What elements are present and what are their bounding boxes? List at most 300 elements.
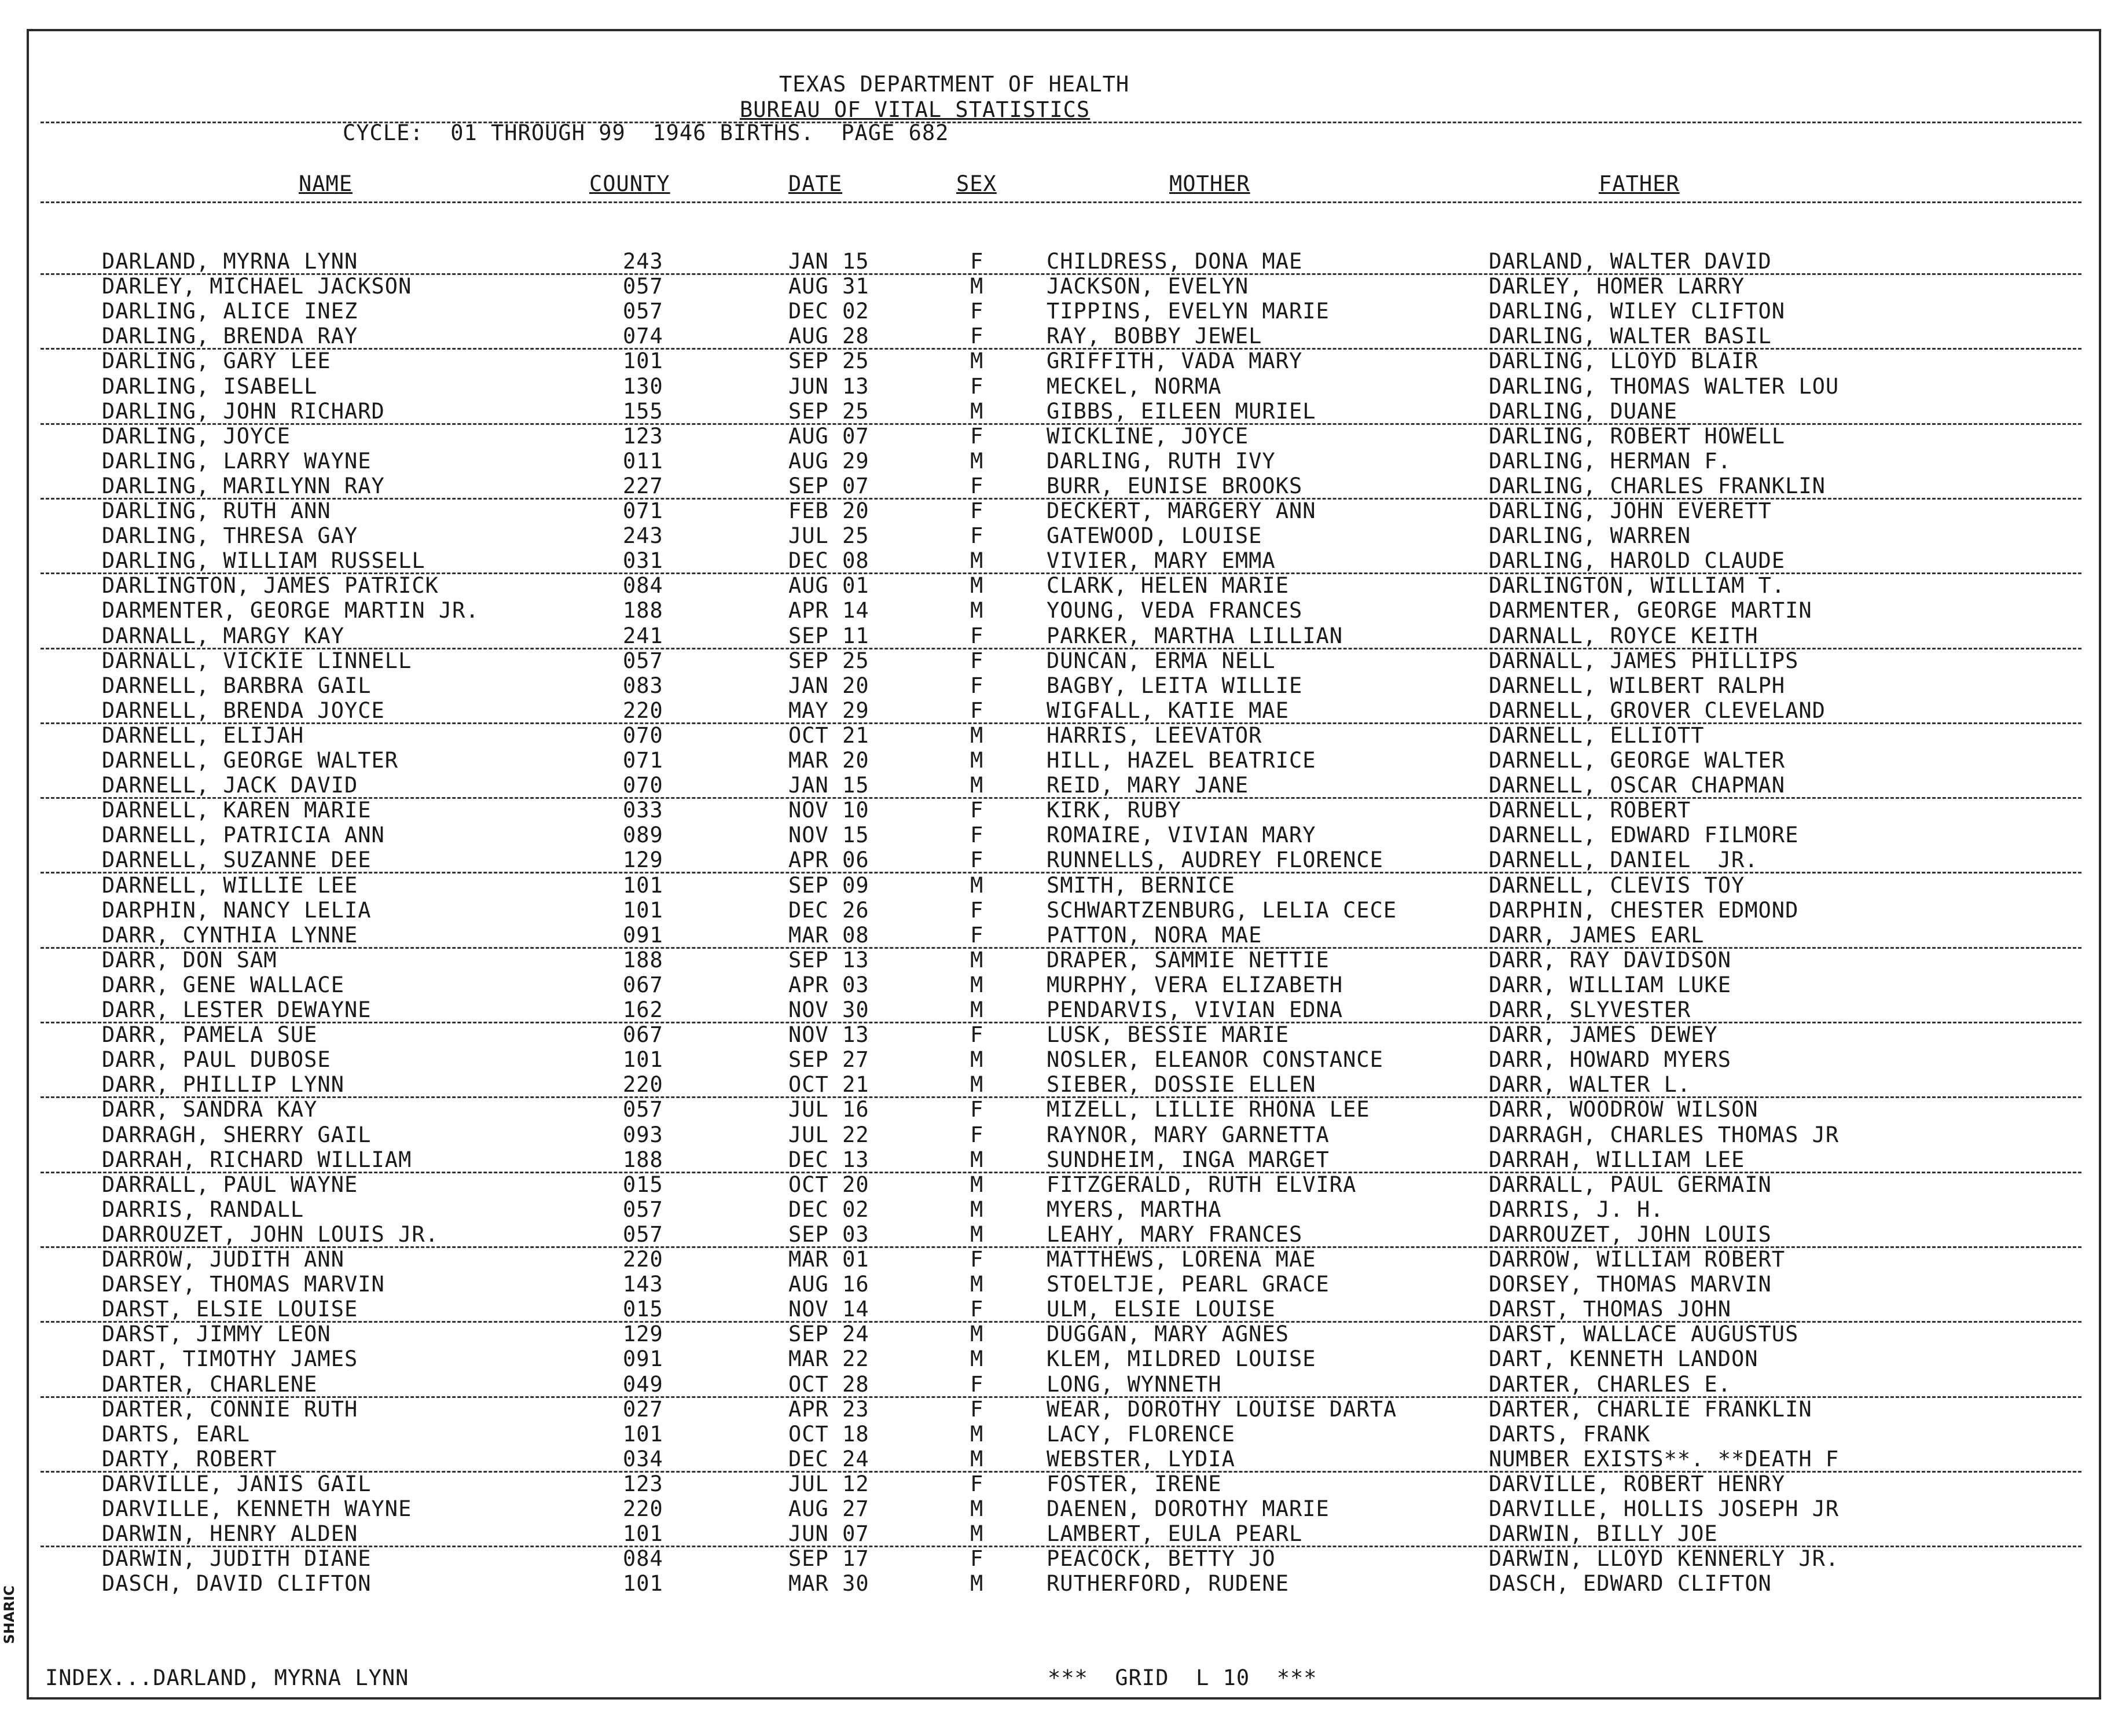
cell-mother: MYERS, MARTHA: [1047, 1197, 1222, 1222]
cell-date: SEP 25: [788, 648, 869, 673]
cell-date: MAR 22: [788, 1346, 869, 1371]
cell-sex: F: [970, 1471, 984, 1496]
cell-mother: MIZELL, LILLIE RHONA LEE: [1047, 1097, 1370, 1122]
cell-father: DARLING, ROBERT HOWELL: [1489, 424, 1786, 449]
cell-mother: REID, MARY JANE: [1047, 773, 1249, 798]
cell-mother: RAYNOR, MARY GARNETTA: [1047, 1122, 1330, 1147]
cell-date: SEP 25: [788, 348, 869, 373]
cell-date: MAR 30: [788, 1571, 869, 1596]
cell-father: DARRALL, PAUL GERMAIN: [1489, 1172, 1772, 1197]
cell-name: DARNALL, VICKIE LINNELL: [102, 648, 412, 673]
cell-father: DARST, THOMAS JOHN: [1489, 1297, 1731, 1322]
cell-father: DARVILLE, ROBERT HENRY: [1489, 1471, 1786, 1496]
cell-mother: BAGBY, LEITA WILLIE: [1047, 673, 1303, 698]
cell-father: DARR, WOODROW WILSON: [1489, 1097, 1758, 1122]
cell-date: JUL 22: [788, 1122, 869, 1147]
cell-sex: M: [970, 1072, 984, 1097]
cell-date: SEP 24: [788, 1322, 869, 1346]
cell-sex: M: [970, 1346, 984, 1371]
cell-mother: SMITH, BERNICE: [1047, 873, 1235, 898]
cell-date: MAR 08: [788, 923, 869, 948]
cell-father: DARNELL, GROVER CLEVELAND: [1489, 698, 1826, 723]
cell-county: 057: [623, 1097, 663, 1122]
cell-mother: NOSLER, ELEANOR CONSTANCE: [1047, 1047, 1383, 1072]
cell-date: NOV 10: [788, 798, 869, 823]
cell-date: NOV 15: [788, 823, 869, 847]
cell-county: 188: [623, 1147, 663, 1172]
cell-name: DARNELL, KAREN MARIE: [102, 798, 372, 823]
table-row: [0, 723, 2122, 748]
cell-county: 089: [623, 823, 663, 847]
cell-county: 123: [623, 1471, 663, 1496]
table-row: [0, 923, 2122, 948]
cell-father: DARNELL, WILBERT RALPH: [1489, 673, 1786, 698]
cell-date: SEP 09: [788, 873, 869, 898]
cell-name: DARNELL, PATRICIA ANN: [102, 823, 385, 847]
table-row: [0, 374, 2122, 399]
cell-mother: RUNNELLS, AUDREY FLORENCE: [1047, 847, 1383, 872]
cell-county: 031: [623, 548, 663, 573]
cell-sex: F: [970, 374, 984, 399]
cell-father: DARNELL, ROBERT: [1489, 798, 1691, 823]
cell-date: OCT 21: [788, 723, 869, 748]
cell-date: APR 23: [788, 1397, 869, 1422]
cell-county: 011: [623, 449, 663, 474]
cell-sex: M: [970, 548, 984, 573]
cell-county: 074: [623, 324, 663, 348]
cell-date: OCT 28: [788, 1372, 869, 1397]
cell-mother: LEAHY, MARY FRANCES: [1047, 1222, 1303, 1247]
table-row: [0, 1372, 2122, 1397]
cell-sex: F: [970, 823, 984, 847]
cell-sex: F: [970, 1122, 984, 1147]
cell-name: DARST, ELSIE LOUISE: [102, 1297, 358, 1322]
cell-mother: STOELTJE, PEARL GRACE: [1047, 1272, 1330, 1297]
cell-mother: JACKSON, EVELYN: [1047, 274, 1249, 299]
cell-name: DARROW, JUDITH ANN: [102, 1247, 344, 1272]
table-row: [0, 972, 2122, 997]
cell-father: DARR, WALTER L.: [1489, 1072, 1691, 1097]
cell-name: DARNELL, BARBRA GAIL: [102, 673, 372, 698]
table-row: [0, 249, 2122, 274]
table-row: [0, 1297, 2122, 1322]
cell-county: 071: [623, 498, 663, 523]
cell-mother: SUNDHEIM, INGA MARGET: [1047, 1147, 1330, 1172]
cell-county: 155: [623, 399, 663, 424]
cell-father: DARWIN, LLOYD KENNERLY JR.: [1489, 1546, 1840, 1571]
cell-father: DARST, WALLACE AUGUSTUS: [1489, 1322, 1799, 1346]
cell-name: DARST, JIMMY LEON: [102, 1322, 331, 1346]
cell-mother: FOSTER, IRENE: [1047, 1471, 1222, 1496]
footer-grid: *** GRID L 10 ***: [1048, 1665, 1317, 1690]
cell-mother: GRIFFITH, VADA MARY: [1047, 348, 1303, 373]
cell-sex: M: [970, 1322, 984, 1346]
table-row: [0, 1521, 2122, 1546]
cell-date: DEC 13: [788, 1147, 869, 1172]
cell-father: DARR, SLYVESTER: [1489, 997, 1691, 1022]
cell-county: 070: [623, 723, 663, 748]
cell-father: DARPHIN, CHESTER EDMOND: [1489, 898, 1799, 923]
table-row: [0, 1097, 2122, 1122]
cell-date: DEC 08: [788, 548, 869, 573]
col-header-county: COUNTY: [589, 171, 670, 196]
cell-date: DEC 02: [788, 299, 869, 324]
cell-name: DARTS, EARL: [102, 1422, 251, 1447]
cell-name: DARLING, RUTH ANN: [102, 498, 331, 523]
cell-sex: F: [970, 1022, 984, 1047]
cell-father: DARNELL, GEORGE WALTER: [1489, 748, 1786, 773]
cell-name: DARLING, ALICE INEZ: [102, 299, 358, 324]
table-row: [0, 573, 2122, 598]
table-row: [0, 598, 2122, 623]
table-row: [0, 1546, 2122, 1571]
table-row: [0, 1272, 2122, 1297]
cell-mother: DUGGAN, MARY AGNES: [1047, 1322, 1289, 1346]
cell-father: DARWIN, BILLY JOE: [1489, 1521, 1718, 1546]
cell-sex: F: [970, 673, 984, 698]
cell-date: AUG 31: [788, 274, 869, 299]
cell-mother: VIVIER, MARY EMMA: [1047, 548, 1276, 573]
cell-name: DARLING, JOHN RICHARD: [102, 399, 385, 424]
cell-father: DARLING, DUANE: [1489, 399, 1677, 424]
cell-name: DARNELL, ELIJAH: [102, 723, 304, 748]
cell-mother: WEAR, DOROTHY LOUISE DARTA: [1047, 1397, 1397, 1422]
cell-county: 067: [623, 972, 663, 997]
cell-sex: M: [970, 1272, 984, 1297]
cell-county: 049: [623, 1372, 663, 1397]
cell-county: 070: [623, 773, 663, 798]
table-row: [0, 1147, 2122, 1172]
cell-date: NOV 14: [788, 1297, 869, 1322]
cell-sex: F: [970, 847, 984, 872]
cell-mother: FITZGERALD, RUTH ELVIRA: [1047, 1172, 1357, 1197]
cell-name: DARLING, LARRY WAYNE: [102, 449, 372, 474]
cell-mother: CLARK, HELEN MARIE: [1047, 573, 1289, 598]
cell-name: DARLING, THRESA GAY: [102, 523, 358, 548]
table-row: [0, 1322, 2122, 1346]
cell-sex: M: [970, 1521, 984, 1546]
cell-name: DARMENTER, GEORGE MARTIN JR.: [102, 598, 479, 623]
cell-county: 083: [623, 673, 663, 698]
cell-date: SEP 11: [788, 623, 869, 648]
cell-name: DARTER, CONNIE RUTH: [102, 1397, 358, 1422]
cell-date: AUG 16: [788, 1272, 869, 1297]
cell-father: DARRAGH, CHARLES THOMAS JR: [1489, 1122, 1840, 1147]
cell-county: 243: [623, 249, 663, 274]
cell-date: MAR 01: [788, 1247, 869, 1272]
col-header-mother: MOTHER: [1169, 171, 1250, 196]
cell-mother: KIRK, RUBY: [1047, 798, 1181, 823]
cell-date: JUL 25: [788, 523, 869, 548]
cell-sex: M: [970, 449, 984, 474]
cell-father: DARTER, CHARLES E.: [1489, 1372, 1731, 1397]
cell-mother: YOUNG, VEDA FRANCES: [1047, 598, 1303, 623]
cell-date: AUG 27: [788, 1496, 869, 1521]
cell-sex: F: [970, 1372, 984, 1397]
cell-sex: F: [970, 523, 984, 548]
cell-sex: M: [970, 997, 984, 1022]
cell-county: 091: [623, 1346, 663, 1371]
cell-mother: DUNCAN, ERMA NELL: [1047, 648, 1276, 673]
table-row: [0, 898, 2122, 923]
cell-sex: M: [970, 1422, 984, 1447]
cell-county: 057: [623, 1197, 663, 1222]
cell-name: DARTER, CHARLENE: [102, 1372, 318, 1397]
cell-sex: M: [970, 1047, 984, 1072]
cell-name: DARWIN, JUDITH DIANE: [102, 1546, 372, 1571]
cell-county: 101: [623, 898, 663, 923]
table-row: [0, 1397, 2122, 1422]
cell-name: DARR, PAUL DUBOSE: [102, 1047, 331, 1072]
table-row: [0, 748, 2122, 773]
cell-county: 101: [623, 1422, 663, 1447]
cell-sex: M: [970, 598, 984, 623]
cell-name: DARLING, JOYCE: [102, 424, 291, 449]
cell-father: DARNELL, CLEVIS TOY: [1489, 873, 1745, 898]
cell-name: DARSEY, THOMAS MARVIN: [102, 1272, 385, 1297]
cell-sex: F: [970, 623, 984, 648]
cell-sex: M: [970, 972, 984, 997]
cell-mother: RUTHERFORD, RUDENE: [1047, 1571, 1289, 1596]
cell-name: DARWIN, HENRY ALDEN: [102, 1521, 358, 1546]
cell-name: DARLEY, MICHAEL JACKSON: [102, 274, 412, 299]
cell-county: 129: [623, 1322, 663, 1346]
cell-county: 188: [623, 598, 663, 623]
cell-father: DARROW, WILLIAM ROBERT: [1489, 1247, 1786, 1272]
table-row: [0, 1571, 2122, 1596]
cell-sex: F: [970, 324, 984, 348]
cell-date: FEB 20: [788, 498, 869, 523]
cell-father: DARTER, CHARLIE FRANKLIN: [1489, 1397, 1812, 1422]
cell-county: 071: [623, 748, 663, 773]
cell-county: 034: [623, 1447, 663, 1471]
cell-name: DARR, PHILLIP LYNN: [102, 1072, 344, 1097]
table-row: [0, 523, 2122, 548]
cell-father: DARRAH, WILLIAM LEE: [1489, 1147, 1745, 1172]
cell-date: SEP 17: [788, 1546, 869, 1571]
cell-county: 220: [623, 1496, 663, 1521]
cell-sex: M: [970, 773, 984, 798]
table-row: [0, 449, 2122, 474]
cell-name: DARNELL, JACK DAVID: [102, 773, 358, 798]
cell-county: 067: [623, 1022, 663, 1047]
cell-father: DARNELL, DANIEL JR.: [1489, 847, 1758, 872]
table-row: [0, 348, 2122, 373]
table-row: [0, 274, 2122, 299]
table-row: [0, 798, 2122, 823]
cell-date: SEP 25: [788, 399, 869, 424]
cell-sex: M: [970, 873, 984, 898]
cell-date: JAN 15: [788, 773, 869, 798]
cell-county: 101: [623, 873, 663, 898]
cell-county: 162: [623, 997, 663, 1022]
cell-father: DARLING, JOHN EVERETT: [1489, 498, 1772, 523]
table-row: [0, 1172, 2122, 1197]
cell-name: DARR, GENE WALLACE: [102, 972, 344, 997]
cell-sex: M: [970, 274, 984, 299]
table-row: [0, 1496, 2122, 1521]
cell-sex: F: [970, 474, 984, 498]
table-row: [0, 698, 2122, 723]
cell-sex: F: [970, 498, 984, 523]
cell-county: 227: [623, 474, 663, 498]
table-row: [0, 948, 2122, 972]
cell-county: 220: [623, 698, 663, 723]
cell-father: DARTS, FRANK: [1489, 1422, 1651, 1447]
cell-mother: PEACOCK, BETTY JO: [1047, 1546, 1276, 1571]
cell-county: 101: [623, 1047, 663, 1072]
cell-sex: F: [970, 798, 984, 823]
cell-county: 123: [623, 424, 663, 449]
cell-name: DARLING, ISABELL: [102, 374, 318, 399]
cell-father: NUMBER EXISTS**. **DEATH F: [1489, 1447, 1840, 1471]
cell-father: DARLEY, HOMER LARRY: [1489, 274, 1745, 299]
cell-county: 091: [623, 923, 663, 948]
cell-father: DARNALL, JAMES PHILLIPS: [1489, 648, 1799, 673]
cell-father: DARLING, THOMAS WALTER LOU: [1489, 374, 1840, 399]
cell-mother: MATTHEWS, LORENA MAE: [1047, 1247, 1316, 1272]
cell-date: JAN 15: [788, 249, 869, 274]
cell-sex: M: [970, 948, 984, 972]
table-row: [0, 548, 2122, 573]
cell-sex: F: [970, 1247, 984, 1272]
table-row: [0, 424, 2122, 449]
cell-date: JUL 12: [788, 1471, 869, 1496]
cell-date: JUL 16: [788, 1097, 869, 1122]
cell-name: DARPHIN, NANCY LELIA: [102, 898, 372, 923]
cell-sex: F: [970, 1546, 984, 1571]
cell-name: DARR, PAMELA SUE: [102, 1022, 318, 1047]
cell-mother: DRAPER, SAMMIE NETTIE: [1047, 948, 1330, 972]
cell-date: AUG 01: [788, 573, 869, 598]
cell-name: DARRAH, RICHARD WILLIAM: [102, 1147, 412, 1172]
cell-name: DARVILLE, KENNETH WAYNE: [102, 1496, 412, 1521]
cell-father: DARROUZET, JOHN LOUIS: [1489, 1222, 1772, 1247]
cell-county: 143: [623, 1272, 663, 1297]
cell-sex: F: [970, 923, 984, 948]
cell-name: DARNELL, SUZANNE DEE: [102, 847, 372, 872]
cell-sex: M: [970, 1197, 984, 1222]
table-row: [0, 1422, 2122, 1447]
cell-father: DARLING, HAROLD CLAUDE: [1489, 548, 1786, 573]
cell-father: DORSEY, THOMAS MARVIN: [1489, 1272, 1772, 1297]
cell-sex: M: [970, 399, 984, 424]
table-row: [0, 997, 2122, 1022]
cell-sex: M: [970, 573, 984, 598]
cell-mother: DECKERT, MARGERY ANN: [1047, 498, 1316, 523]
header-cycle: CYCLE: 01 THROUGH 99 1946 BIRTHS. PAGE 682: [343, 120, 949, 145]
cell-father: DARLING, WILEY CLIFTON: [1489, 299, 1786, 324]
cell-sex: F: [970, 1297, 984, 1322]
cell-county: 220: [623, 1247, 663, 1272]
table-row: [0, 773, 2122, 798]
table-row: [0, 623, 2122, 648]
cell-date: APR 06: [788, 847, 869, 872]
cell-mother: TIPPINS, EVELYN MARIE: [1047, 299, 1330, 324]
cell-mother: GATEWOOD, LOUISE: [1047, 523, 1262, 548]
cell-mother: ROMAIRE, VIVIAN MARY: [1047, 823, 1316, 847]
table-row: [0, 873, 2122, 898]
table-row: [0, 474, 2122, 498]
cell-sex: M: [970, 1147, 984, 1172]
cell-father: DARLING, WARREN: [1489, 523, 1691, 548]
col-header-name: NAME: [299, 171, 353, 196]
cell-county: 027: [623, 1397, 663, 1422]
cell-name: DARLINGTON, JAMES PATRICK: [102, 573, 439, 598]
cell-county: 057: [623, 1222, 663, 1247]
cell-mother: ULM, ELSIE LOUISE: [1047, 1297, 1276, 1322]
cell-name: DARROUZET, JOHN LOUIS JR.: [102, 1222, 439, 1247]
cell-date: NOV 30: [788, 997, 869, 1022]
table-row: [0, 1197, 2122, 1222]
cell-date: AUG 07: [788, 424, 869, 449]
cell-name: DARR, CYNTHIA LYNNE: [102, 923, 358, 948]
cell-mother: LACY, FLORENCE: [1047, 1422, 1235, 1447]
cell-sex: M: [970, 748, 984, 773]
cell-date: MAR 20: [788, 748, 869, 773]
cell-county: 129: [623, 847, 663, 872]
cell-date: SEP 03: [788, 1222, 869, 1247]
cell-mother: LUSK, BESSIE MARIE: [1047, 1022, 1289, 1047]
table-row: [0, 324, 2122, 348]
cell-name: DARNELL, BRENDA JOYCE: [102, 698, 385, 723]
table-row: [0, 1022, 2122, 1047]
cell-mother: GIBBS, EILEEN MURIEL: [1047, 399, 1316, 424]
table-row: [0, 648, 2122, 673]
cell-name: DARLING, BRENDA RAY: [102, 324, 358, 348]
table-row: [0, 1346, 2122, 1371]
cell-mother: HARRIS, LEEVATOR: [1047, 723, 1262, 748]
cell-date: APR 03: [788, 972, 869, 997]
cell-mother: PARKER, MARTHA LILLIAN: [1047, 623, 1343, 648]
cell-date: APR 14: [788, 598, 869, 623]
cell-name: DARR, SANDRA KAY: [102, 1097, 318, 1122]
cell-county: 093: [623, 1122, 663, 1147]
cell-father: DARLING, WALTER BASIL: [1489, 324, 1772, 348]
cell-father: DASCH, EDWARD CLIFTON: [1489, 1571, 1772, 1596]
cell-county: 220: [623, 1072, 663, 1097]
cell-county: 015: [623, 1297, 663, 1322]
cell-sex: M: [970, 1571, 984, 1596]
cell-mother: SIEBER, DOSSIE ELLEN: [1047, 1072, 1316, 1097]
cell-mother: PATTON, NORA MAE: [1047, 923, 1262, 948]
table-row: [0, 1222, 2122, 1247]
cell-date: DEC 02: [788, 1197, 869, 1222]
col-header-sex: SEX: [956, 171, 997, 196]
microfilm-stamp: SHARIC: [1, 1585, 17, 1644]
cell-name: DARNELL, WILLIE LEE: [102, 873, 358, 898]
cell-county: 057: [623, 299, 663, 324]
cell-date: MAY 29: [788, 698, 869, 723]
cell-date: JUN 13: [788, 374, 869, 399]
cell-name: DARR, DON SAM: [102, 948, 277, 972]
cell-mother: DARLING, RUTH IVY: [1047, 449, 1276, 474]
cell-father: DARLING, CHARLES FRANKLIN: [1489, 474, 1826, 498]
cell-father: DARLING, HERMAN F.: [1489, 449, 1731, 474]
cell-county: 033: [623, 798, 663, 823]
cell-mother: BURR, EUNISE BROOKS: [1047, 474, 1303, 498]
cell-sex: F: [970, 648, 984, 673]
cell-date: JAN 20: [788, 673, 869, 698]
cell-father: DARLINGTON, WILLIAM T.: [1489, 573, 1786, 598]
cell-name: DARRIS, RANDALL: [102, 1197, 304, 1222]
table-row: [0, 1447, 2122, 1471]
cell-mother: RAY, BOBBY JEWEL: [1047, 324, 1262, 348]
cell-date: DEC 24: [788, 1447, 869, 1471]
table-row: [0, 299, 2122, 324]
cell-father: DARR, HOWARD MYERS: [1489, 1047, 1731, 1072]
cell-sex: M: [970, 723, 984, 748]
